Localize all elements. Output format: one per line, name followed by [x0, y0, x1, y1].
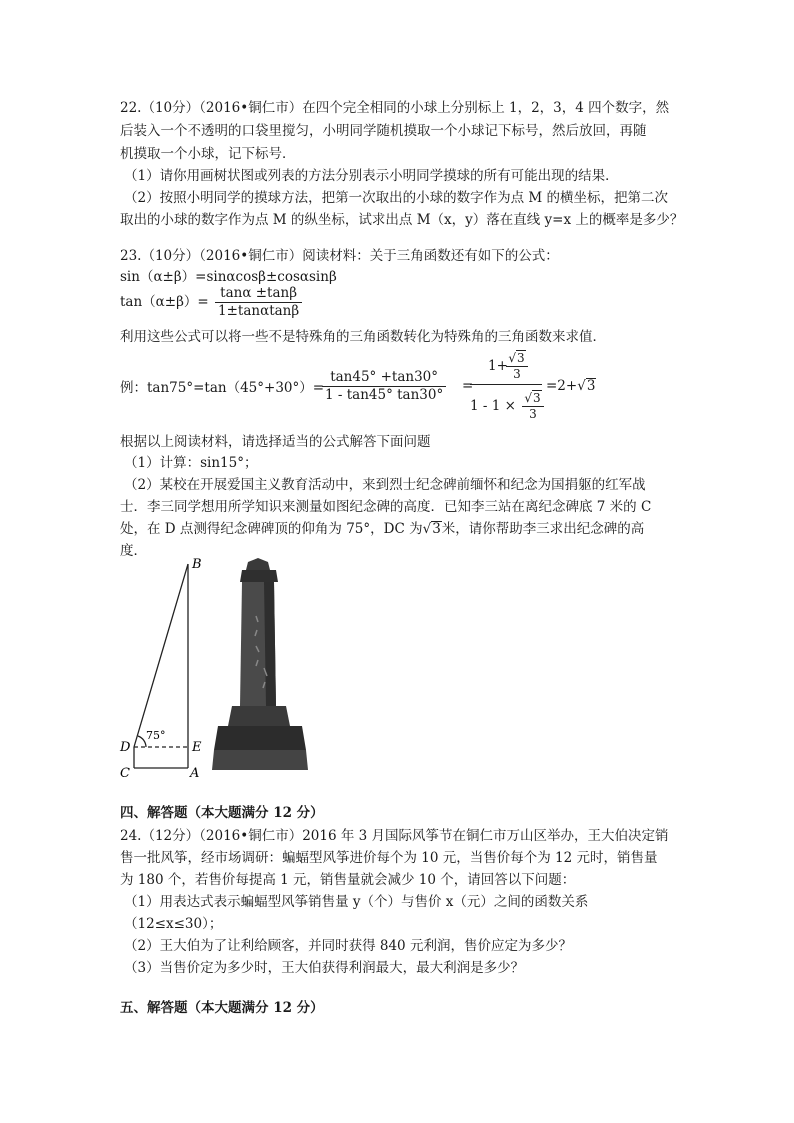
monument-cap	[240, 570, 278, 582]
q24-part3: （3）当售价定为多少时，王大伯获得利润最大，最大利润是多少？	[124, 960, 525, 976]
q23-part1: （1）计算：sin15°；	[124, 455, 258, 471]
line-DB	[134, 564, 188, 747]
fraction-2-den-inner: √3 3	[522, 390, 544, 421]
label-C: C	[120, 766, 130, 780]
fraction-2-den-sqrt: 3	[533, 391, 541, 405]
q23-line1: 23.（10分）（2016•铜仁市）阅读材料：关于三角函数还有如下的公式：	[120, 248, 559, 264]
q23-use-text: 利用这些公式可以将一些不是特殊角的三角函数转化为特殊角的三角函数来求值．	[120, 329, 606, 345]
angle-arc	[138, 736, 146, 747]
q24-part1a: （1）用表达式表示蝙蝠型风筝销售量 y（个）与售价 x（元）之间的函数关系	[124, 894, 589, 910]
q24-part2: （2）王大伯为了让利给顾客，并同时获得 840 元利润，售价应定为多少？	[124, 938, 572, 954]
section5-title: 五、解答题（本大题满分 12 分）	[120, 1000, 324, 1016]
q23-tan-formula	[120, 285, 304, 320]
q22-line1: 22.（10分）（2016•铜仁市）在四个完全相同的小球上分别标上 1，2，3，4 四个数字，然	[120, 100, 670, 116]
label-D: D	[120, 740, 131, 755]
example-fraction-1-numerator: tan45° +tan30°	[322, 369, 446, 387]
tan-formula-numerator: tanα ±tanβ	[215, 285, 302, 303]
fraction-2-num-den: 3	[506, 366, 528, 381]
fraction-2-den-den: 3	[522, 406, 544, 421]
label-B: B	[192, 557, 202, 572]
tan-formula-denominator: 1±tanαtanβ	[218, 303, 300, 319]
q23-part2d: 度．	[120, 543, 147, 559]
q22-line2: 后装入一个不透明的口袋里搅匀，小明同学随机摸取一个小球记下标号，然后放回，再随	[120, 123, 647, 139]
example-equals: =	[462, 378, 474, 394]
q22-part2b: 取出的小球的数字作为点 M 的纵坐标，试求出点 M（x，y）落在直线 y=x 上的概率是多少？	[120, 212, 684, 228]
label-A: A	[190, 766, 200, 780]
q23-part2c-a: 处，在 D 点测得纪念碑碑顶的仰角为 75°，DC 为	[120, 521, 423, 537]
q24-line2: 售一批风筝，经市场调研：蝙蝠型风筝进价每个为 10 元，当售价每个为 12 元时，销售量	[120, 850, 658, 866]
monument-steps	[212, 750, 308, 770]
q23-sin-formula: sin（α±β）=sinαcosβ±cosαsinβ	[120, 269, 337, 285]
monument-base	[214, 726, 306, 750]
q22-part1: （1）请你用画树状图或列表的方法分别表示小明同学摸球的所有可能出现的结果．	[124, 168, 619, 184]
q24-line1: 24.（12分）（2016•铜仁市）2016 年 3 月国际风筝节在铜仁市万山区举办，王大伯决定销	[120, 828, 669, 844]
example-result-prefix: =2+	[546, 378, 578, 394]
example-result-sqrt: 3	[586, 378, 596, 394]
q23-part2b: 士．李三同学想用所学知识来测量如图纪念碑的高度．已知李三站在离纪念碑底 7 米的 C	[120, 499, 652, 515]
example-result: =2+√3	[546, 378, 596, 394]
angle-label: 75°	[146, 729, 166, 742]
fraction-2-den-prefix: 1 - 1 ×	[470, 398, 516, 414]
monument-pedestal	[228, 706, 290, 726]
section4-title: 四、解答题（本大题满分 12 分）	[120, 805, 324, 821]
q22-line3: 机摸取一个小球，记下标号．	[120, 146, 296, 162]
tan-formula-lhs: tan（α±β）=	[120, 294, 209, 310]
example-lhs: 例：tan75°=tan（45°+30°）=	[120, 380, 325, 396]
fraction-2-num-inner: √3 3	[506, 350, 528, 381]
monument-photo	[212, 556, 308, 776]
fraction-2-num-prefix: 1+	[488, 358, 508, 374]
q23-part2a: （2）某校在开展爱国主义教育活动中，来到烈士纪念碑前缅怀和纪念为国捐躯的红军战	[124, 477, 646, 493]
q23-part2c-sqrt: 3	[432, 521, 441, 537]
fraction-2-bar	[470, 384, 542, 385]
fraction-2-num-sqrt: 3	[517, 351, 525, 365]
q23-part2c: 处，在 D 点测得纪念碑碑顶的仰角为 75°，DC 为√3米，请你帮助李三求出纪念碑的高	[120, 521, 645, 537]
label-E: E	[192, 740, 202, 755]
example-fraction-2	[470, 348, 542, 428]
q22-part2a: （2）按照小明同学的摸球方法，把第一次取出的小球的数字作为点 M 的横坐标，把第二次	[124, 190, 668, 206]
q23-after-text: 根据以上阅读材料，请选择适当的公式解答下面问题	[120, 434, 431, 450]
example-fraction-1	[322, 369, 446, 404]
tan-formula-fraction	[215, 285, 302, 320]
triangle-diagram	[118, 556, 210, 780]
q23-part2c-b: 米，请你帮助李三求出纪念碑的高	[441, 521, 645, 537]
q24-part1b: （12≤x≤30）；	[124, 916, 223, 932]
example-fraction-1-denominator: 1 - tan45° tan30°	[325, 387, 444, 403]
q24-line3: 为 180 个，若售价每提高 1 元，销售量就会减少 10 个，请回答以下问题：	[120, 872, 576, 888]
